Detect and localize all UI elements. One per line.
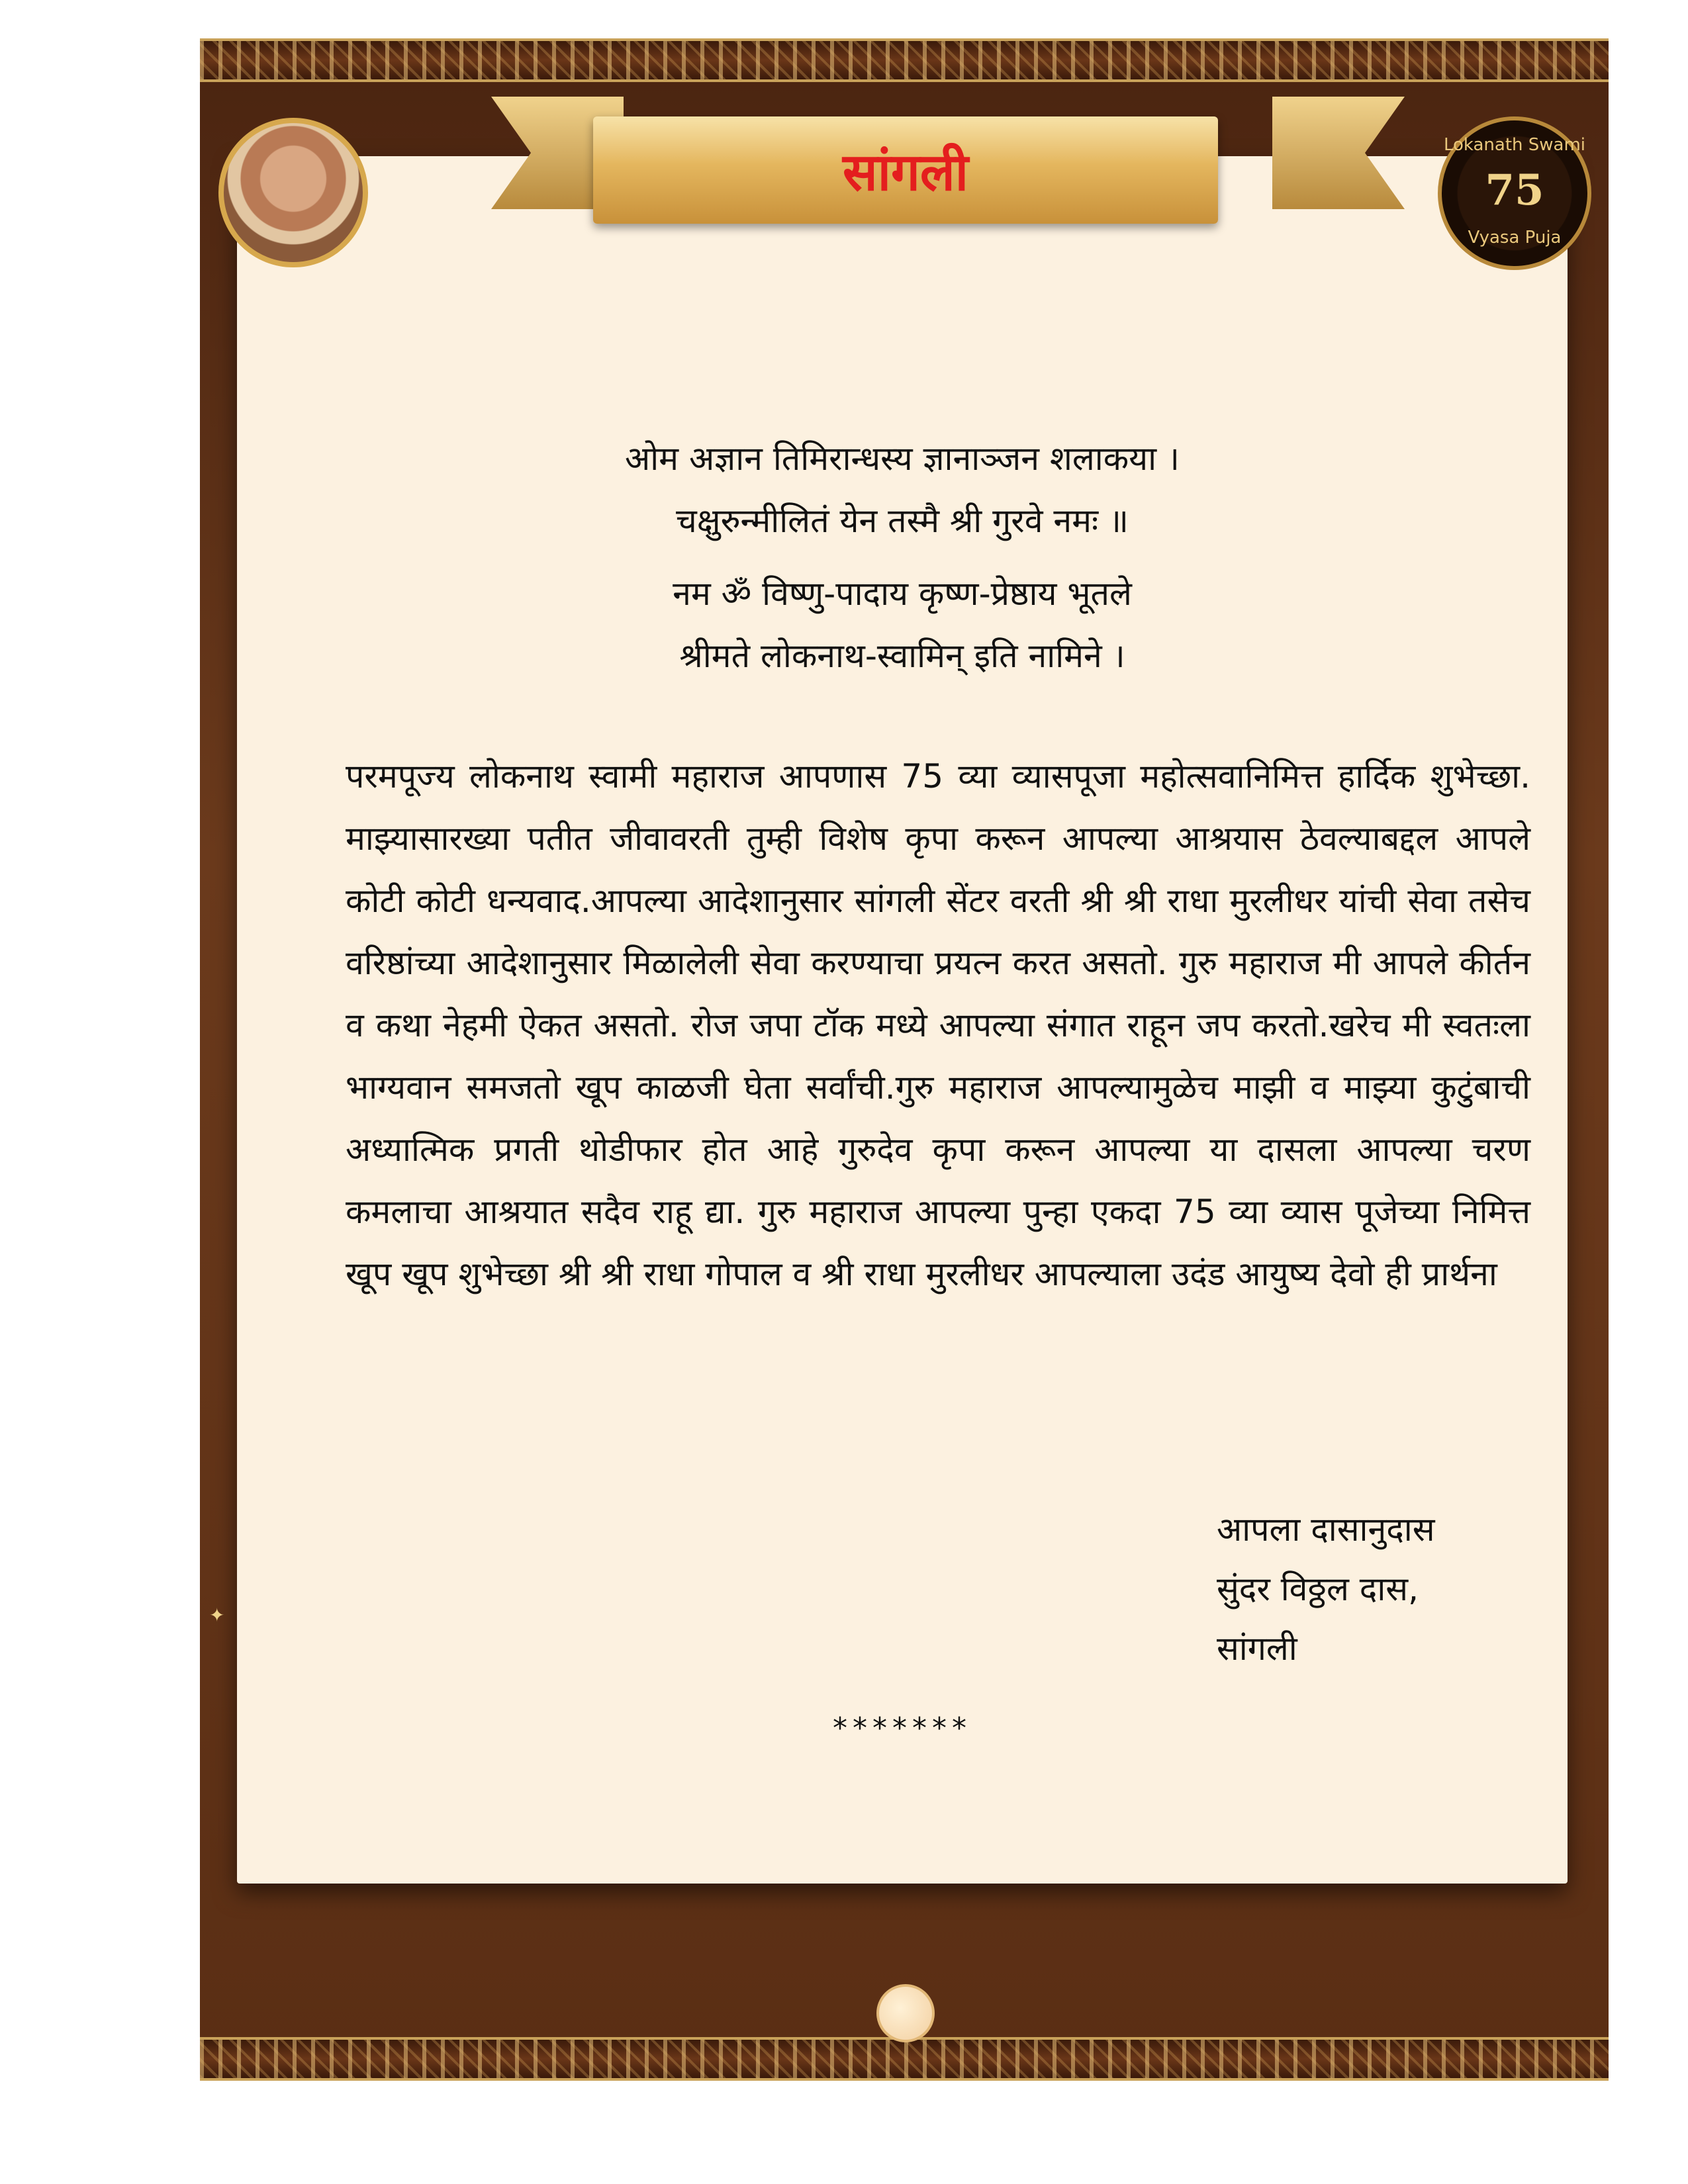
letter-content	[237, 156, 1568, 1884]
verse-block-2	[237, 563, 1568, 687]
letter-paper	[237, 156, 1568, 1884]
seal-top-text: Lokanath Swami	[1443, 135, 1586, 155]
letter-body: परमपूज्य लोकनाथ स्वामी महाराज आपणास 75 व्या व्यासपूजा महोत्सवानिमित्त हार्दिक शुभेच्छा. माझ्यासारख्या पतीत जीवावरती तुम्ही विशेष कृपा करून आपल्या आश्रयास ठेवल्याबद्दल आपले कोटी कोटी धन्यवाद.आपल्या आदेशानुसार सांगली सेंटर वरती श्री श्री राधा मुरलीधर यांची सेवा तसेच वरिष्ठांच्या आदेशानुसार मिळालेली सेवा करण्याचा प्रयत्न करत असतो. गुरु महाराज मी आपले कीर्तन व कथा नेहमी ऐकत असतो. रोज जपा टॉक मध्ये आपल्या संगात राहून जप करतो.खरेच मी स्वतःला भाग्यवान समजतो खूप काळजी घेता सर्वांची.गुरु महाराज आपल्यामुळेच माझी व माझ्या कुटुंबाची अध्यात्मिक प्रगती थोडीफार होत आहे गुरुदेव कृपा करून आपल्या या दासला आपल्या चरण कमलाचा आश्रयात सदैव राहू द्या. गुरु महाराज आपल्या पुन्हा एकदा 75 व्या व्यास पूजेच्या निमित्त खूप खूप शुभेच्छा श्री श्री राधा गोपाल व श्री राधा मुरलीधर आपल्याला उदंड आयुष्य देवो ही प्रार्थना	[346, 757, 1530, 1293]
sparkle-icon: ✦	[209, 1604, 225, 1626]
seal-number: 75	[1485, 165, 1544, 215]
decorative-knob	[876, 1984, 935, 2042]
verse-line: श्रीमते लोकनाथ-स्वामिन् इति नामिने ।	[679, 637, 1125, 675]
signature-closing: आपला दासानुदास	[1217, 1510, 1435, 1549]
avatar	[218, 118, 368, 267]
anniversary-seal	[1438, 116, 1591, 270]
separator-stars: *******	[833, 1711, 972, 1745]
ornamental-border-top	[200, 38, 1609, 82]
signature-name: सुंदर विठ्ठल दास,	[1217, 1570, 1419, 1608]
page-frame	[200, 38, 1609, 2081]
page-title: सांगली	[843, 143, 968, 203]
ornamental-border-bottom	[200, 2037, 1609, 2081]
title-ribbon	[593, 116, 1218, 224]
signature-place: सांगली	[1217, 1629, 1297, 1668]
verse-line: चक्षुरुन्मीलितं येन तस्मै श्री गुरवे नमः ॥	[675, 502, 1129, 540]
verse-block-1	[237, 428, 1568, 552]
ribbon-tail-right	[1272, 97, 1405, 209]
seal-bottom-text: Vyasa Puja	[1468, 228, 1562, 248]
signature-block	[1217, 1500, 1435, 1678]
verse-line: ओम अज्ञान तिमिरान्धस्य ज्ञानाञ्जन शलाकया ।	[625, 439, 1180, 478]
verse-line: नम ॐ विष्णु-पादाय कृष्ण-प्रेष्ठाय भूतले	[673, 574, 1132, 613]
